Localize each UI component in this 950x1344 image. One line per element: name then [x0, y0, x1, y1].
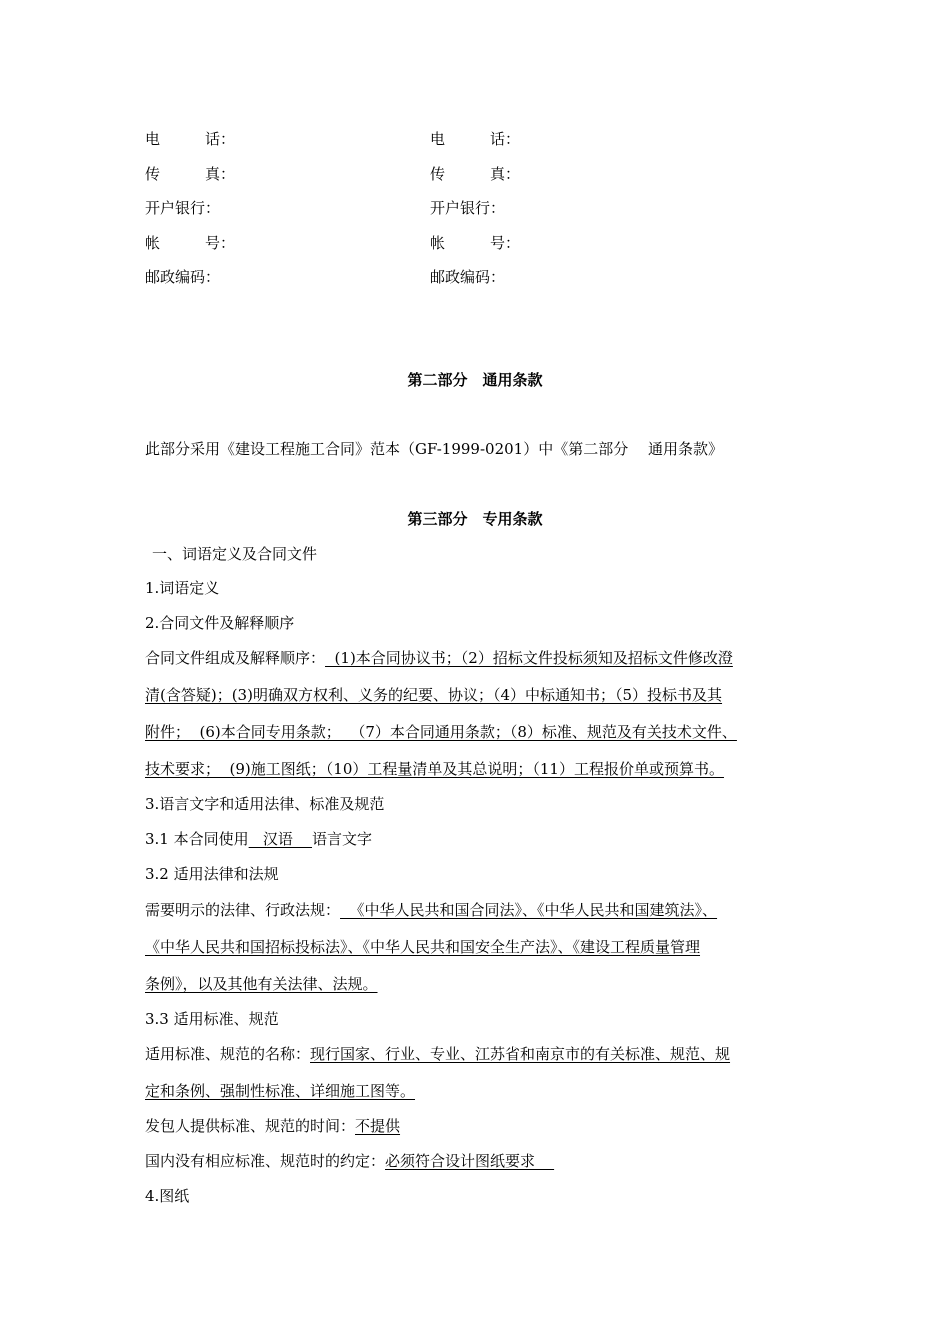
postcode-label-left: 邮政编码：: [145, 268, 221, 286]
phone-label-right: 电 话：: [430, 130, 521, 148]
section-3-3-heading: 3.3 适用标准、规范: [145, 1010, 279, 1028]
standards-text-2: 定和条例、强制性标准、详细施工图等。: [145, 1082, 416, 1100]
section-3-1-suffix: 语言文字: [312, 830, 373, 848]
law-text-2: 《中华人民共和国招标投标法》、《中华人民共和国安全生产法》、《建设工程质量管理: [145, 938, 701, 956]
bank-label-left: 开户银行：: [145, 199, 221, 217]
section-3-heading: 3.语言文字和适用法律、标准及规范: [145, 795, 385, 813]
standards-label: 适用标准、规范的名称：: [145, 1045, 311, 1063]
section-3-1-line: [145, 829, 372, 849]
account-label-right: 帐 号：: [430, 234, 521, 252]
phone-label-left: 电 话：: [145, 130, 236, 148]
domestic-standard-line: [145, 1151, 554, 1171]
fax-label-right: 传 真：: [430, 165, 521, 183]
domestic-standard-value: 必须符合设计图纸要求: [385, 1152, 555, 1170]
part2-text: 此部分采用《建设工程施工合同》范本（GF-1999-0201）中《第二部分 通用条款》: [145, 440, 723, 458]
section-3-1-prefix: 3.1 本合同使用: [145, 830, 249, 848]
language-value: 汉语: [248, 830, 313, 848]
part3-title: 第三部分 专用条款: [407, 510, 543, 528]
domestic-standard-label: 国内没有相应标准、规范时的约定：: [145, 1152, 386, 1170]
order-label: 合同文件组成及解释顺序：: [145, 649, 326, 667]
provide-time-line: [145, 1116, 400, 1136]
account-label-left: 帐 号：: [145, 234, 236, 252]
provide-time-label: 发包人提供标准、规范的时间：: [145, 1117, 356, 1135]
postcode-label-right: 邮政编码：: [430, 268, 506, 286]
order-text-3: 附件； (6)本合同专用条款； （7）本合同通用条款；（8）标准、规范及有关技术文件、: [145, 723, 737, 741]
order-text-2: 清(含答疑)；(3)明确双方权利、义务的纪要、协议；（4）中标通知书；（5）投标书及其: [145, 686, 723, 704]
fax-label-left: 传 真：: [145, 165, 236, 183]
section-1-heading: 一、词语定义及合同文件: [152, 545, 318, 563]
law-label: 需要明示的法律、行政法规：: [145, 901, 341, 919]
law-text-3: 条例》，以及其他有关法律、法规。: [145, 975, 378, 993]
section-4-heading: 4.图纸: [145, 1187, 190, 1205]
order-line-1: [145, 648, 733, 668]
section-1-1-heading: 1.词语定义: [145, 579, 220, 597]
order-text-1: (1)本合同协议书；（2）招标文件投标须知及招标文件修改澄: [325, 649, 733, 667]
bank-label-right: 开户银行：: [430, 199, 506, 217]
standards-text-1: 现行国家、行业、专业、江苏省和南京市的有关标准、规范、规: [310, 1045, 731, 1063]
order-text-4: 技术要求； (9)施工图纸；（10）工程量清单及其总说明；（11）工程报价单或预算书。: [145, 760, 724, 778]
law-line-1: [145, 900, 717, 920]
part2-title: 第二部分 通用条款: [407, 371, 543, 389]
law-text-1: 《中华人民共和国合同法》、《中华人民共和国建筑法》、: [340, 901, 718, 919]
provide-time-value: 不提供: [355, 1117, 401, 1135]
section-1-2-heading: 2.合同文件及解释顺序: [145, 614, 295, 632]
section-3-2-heading: 3.2 适用法律和法规: [145, 865, 279, 883]
standards-line-1: [145, 1044, 730, 1064]
